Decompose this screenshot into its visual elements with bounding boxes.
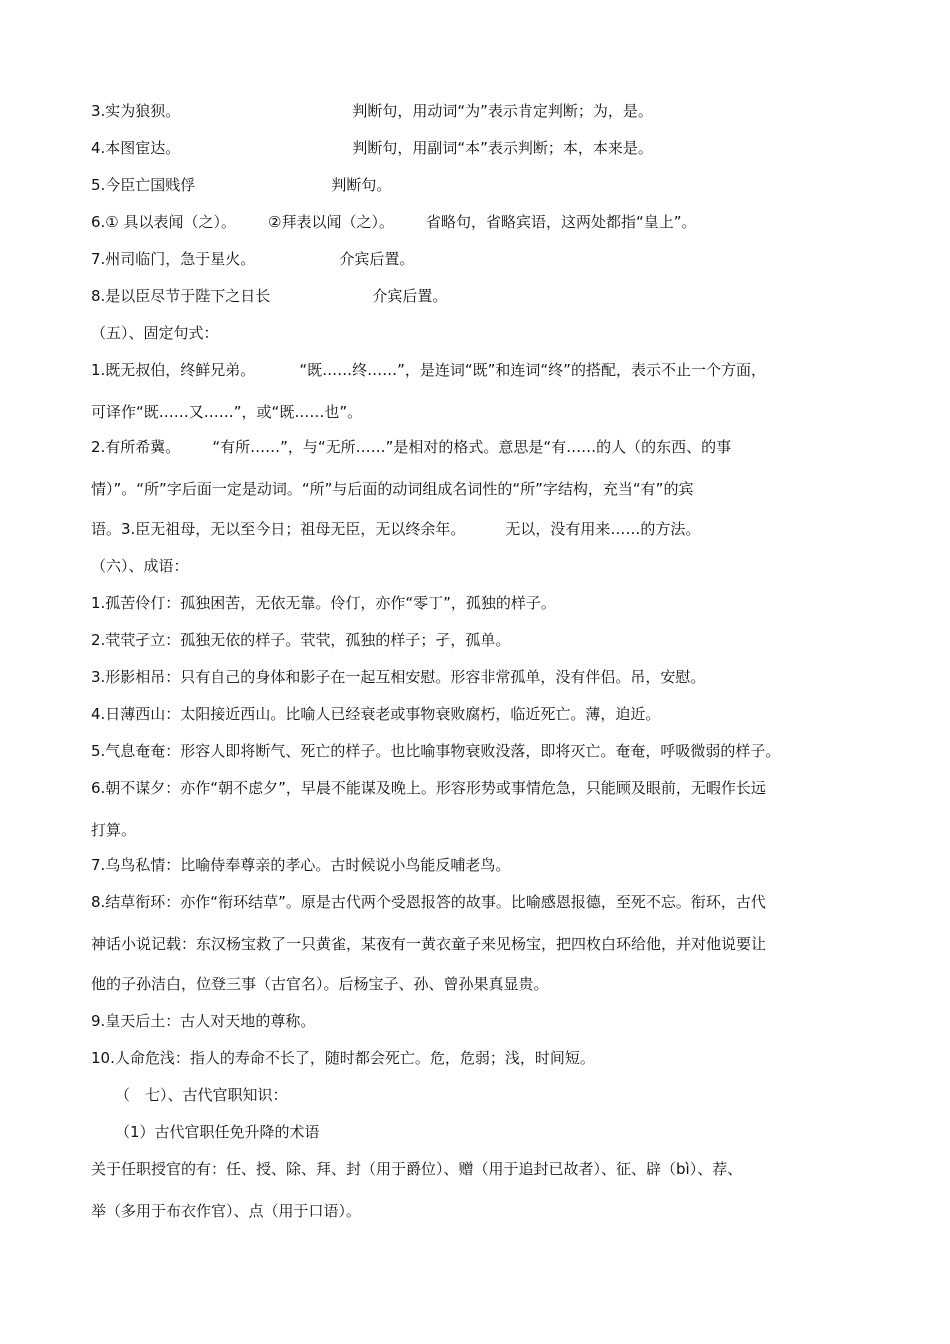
- sentence-6: [91, 212, 697, 232]
- section-heading-5: （五）、固定句式：: [91, 324, 219, 342]
- idiom-8-cont-1: 神话小说记载：东汉杨宝救了一只黄雀，某夜有一黄衣童子来见杨宝，把四枚白环给他，并对他说要让: [91, 935, 767, 953]
- idiom-9: 9.皇天后土：古人对天地的尊称。: [91, 1012, 316, 1030]
- example-text-2: ②拜表以闻（之）。: [268, 213, 394, 231]
- idiom-1: 1.孤苦伶仃：孤独困苦，无依无靠。伶仃，亦作“零丁”，孤独的样子。: [91, 594, 556, 612]
- idiom-5: 5.气息奄奄：形容人即将断气、死亡的样子。也比喻事物衰败没落，即将灭亡。奄奄，呼吸微弱的样子。: [91, 742, 781, 760]
- explanation-text: 判断句。: [331, 176, 392, 194]
- explanation-text: 介宾后置。: [339, 250, 415, 268]
- idiom-3: 3.形影相吊：只有自己的身体和影子在一起互相安慰。形容非常孤单，没有伴侣。吊，安慰。: [91, 668, 706, 686]
- explanation-text: 无以，没有用来……的方法。: [505, 520, 701, 538]
- fixed-pattern-1-cont: 可译作“既……又……”，或“既……也”。: [91, 403, 363, 421]
- example-text: 5.今臣亡国贱俘: [91, 176, 196, 194]
- sentence-4: [91, 138, 653, 158]
- idiom-8-cont-2: 他的子孙洁白，位登三事（古官名）。后杨宝子、孙、曾孙果真显贵。: [91, 975, 549, 993]
- fixed-pattern-3: [91, 519, 700, 539]
- subsection-heading-1: （1）古代官职任免升降的术语: [115, 1123, 320, 1141]
- official-terms-line-2: 举（多用于布衣作官）、点（用于口语）。: [91, 1202, 362, 1220]
- section-heading-6: （六）、成语：: [91, 557, 189, 575]
- idiom-10: 10.人命危浅：指人的寿命不长了，随时都会死亡。危，危弱；浅，时间短。: [91, 1049, 595, 1067]
- example-text: 4.本图宦达。: [91, 139, 181, 157]
- example-text: 7.州司临门，急于星火。: [91, 250, 256, 268]
- explanation-text: 判断句，用副词“本”表示判断；本，本来是。: [352, 139, 653, 157]
- explanation-text: 介宾后置。: [372, 287, 448, 305]
- idiom-2: 2.茕茕孑立：孤独无依的样子。茕茕，孤独的样子；孑，孤单。: [91, 631, 511, 649]
- explanation-text: 省略句，省略宾语，这两处都指“皇上”。: [425, 213, 697, 231]
- example-text: 6.① 具以表闻（之）。: [91, 213, 237, 231]
- explanation-text: “既……终……”，是连词“既”和连词“终”的搭配，表示不止一个方面，: [299, 361, 766, 379]
- idiom-6-cont: 打算。: [91, 821, 137, 839]
- idiom-8: 8.结草衔环：亦作“衔环结草”。原是古代两个受恩报答的故事。比喻感恩报德，至死不忘。衔环，古代: [91, 893, 766, 911]
- fixed-pattern-1: [91, 360, 766, 380]
- explanation-text: “有所……”，与“无所……”是相对的格式。意思是“有……的人（的东西、的事: [212, 438, 732, 456]
- example-text: 8.是以臣尽节于陛下之日长: [91, 287, 271, 305]
- section-heading-7: （ 七）、古代官职知识：: [115, 1086, 288, 1104]
- sentence-7: [91, 249, 414, 269]
- idiom-7: 7.乌鸟私情：比喻侍奉尊亲的孝心。古时候说小鸟能反哺老鸟。: [91, 856, 511, 874]
- example-text: 3.实为狼狈。: [91, 102, 181, 120]
- example-text: 2.有所希冀。: [91, 438, 181, 456]
- fixed-pattern-2: [91, 437, 731, 457]
- fixed-pattern-2-cont: 情）”。“所”字后面一定是动词。“所”与后面的动词组成名词性的“所”字结构，充当“有”的宾: [91, 480, 694, 498]
- explanation-text: 判断句，用动词“为”表示肯定判断；为，是。: [352, 102, 653, 120]
- sentence-3: [91, 101, 653, 121]
- official-terms-line-1: 关于任职授官的有：任、授、除、拜、封（用于爵位）、赠（用于追封已故者）、征、辟（bì）、荐、: [91, 1160, 743, 1178]
- idiom-4: 4.日薄西山：太阳接近西山。比喻人已经衰老或事物衰败腐朽，临近死亡。薄，迫近。: [91, 705, 661, 723]
- example-text: 1.既无叔伯，终鲜兄弟。: [91, 361, 256, 379]
- idiom-6: 6.朝不谋夕：亦作“朝不虑夕”，早晨不能谋及晚上。形容形势或事情危急，只能顾及眼前，无暇作长远: [91, 779, 766, 797]
- sentence-5: [91, 175, 391, 195]
- example-text: 语。3.臣无祖母，无以至今日；祖母无臣，无以终余年。: [91, 520, 466, 538]
- sentence-8: [91, 286, 447, 306]
